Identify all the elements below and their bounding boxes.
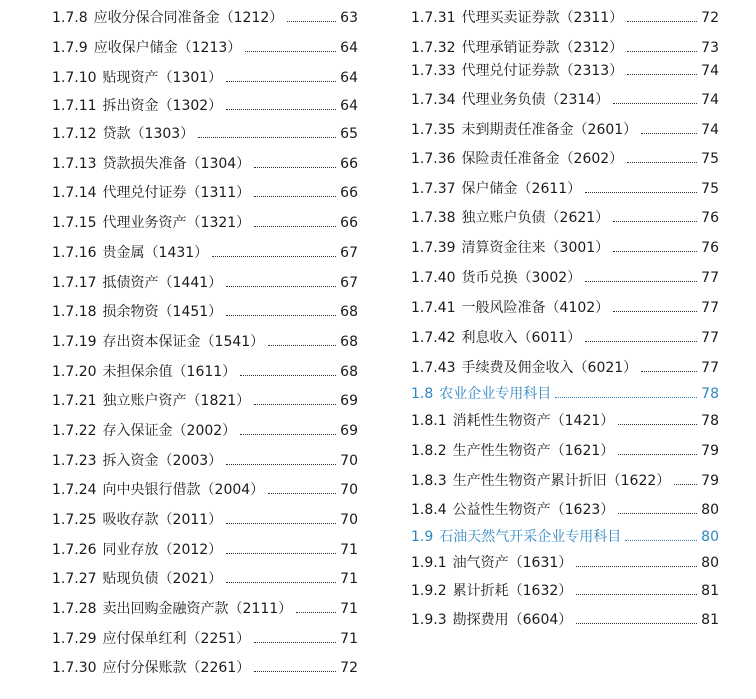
toc-entry-link[interactable] xyxy=(52,330,358,354)
toc-entry-page-number: 64 xyxy=(340,40,358,56)
toc-entry-link[interactable] xyxy=(411,551,719,575)
toc-entry-page-number: 74 xyxy=(701,92,719,108)
dot-leader xyxy=(226,522,336,524)
toc-entry-link[interactable] xyxy=(411,59,719,83)
dot-leader xyxy=(641,370,697,372)
dot-leader xyxy=(613,220,697,222)
toc-entry-title: 油气资产（1631） xyxy=(452,555,573,571)
toc-entry-page-number: 68 xyxy=(340,334,358,350)
toc-entry-title: 代理承销证券款（2312） xyxy=(461,40,624,56)
toc-entry-number: 1.7.18 xyxy=(52,304,97,320)
toc-entry-page-number: 71 xyxy=(340,601,358,617)
toc-entry-number: 1.7.27 xyxy=(52,571,97,587)
toc-section-link[interactable] xyxy=(411,382,719,406)
toc-entry-link[interactable] xyxy=(411,236,719,260)
toc-entry-title: 应收保户储金（1213） xyxy=(93,40,242,56)
toc-entry-title: 贷款损失准备（1304） xyxy=(102,156,251,172)
toc-entry-page-number: 64 xyxy=(340,98,358,114)
toc-entry-number: 1.9 xyxy=(411,529,434,545)
toc-entry-link[interactable] xyxy=(52,94,358,118)
toc-entry-link[interactable] xyxy=(411,147,719,171)
dot-leader xyxy=(674,483,697,485)
dot-leader xyxy=(254,195,336,197)
toc-entry-title: 一般风险准备（4102） xyxy=(461,300,610,316)
toc-entry-link[interactable] xyxy=(52,360,358,384)
toc-entry-number: 1.7.16 xyxy=(52,245,97,261)
toc-entry-page-number: 71 xyxy=(340,542,358,558)
toc-entry-title: 损余物资（1451） xyxy=(102,304,223,320)
dot-leader xyxy=(226,552,336,554)
toc-entry-title: 保险责任准备金（2602） xyxy=(461,151,624,167)
toc-entry-link[interactable] xyxy=(411,118,719,142)
dot-leader xyxy=(613,250,697,252)
toc-entry-title: 利息收入（6011） xyxy=(461,330,582,346)
dot-leader xyxy=(627,161,697,163)
toc-entry-page-number: 80 xyxy=(701,555,719,571)
toc-entry-link[interactable] xyxy=(52,627,358,651)
toc-entry-link[interactable] xyxy=(52,122,358,146)
dot-leader xyxy=(240,374,336,376)
toc-entry-page-number: 70 xyxy=(340,453,358,469)
toc-entry-page-number: 72 xyxy=(701,10,719,26)
toc-entry-page-number: 70 xyxy=(340,512,358,528)
dot-leader xyxy=(254,225,336,227)
toc-entry-title: 勘探费用（6604） xyxy=(452,612,573,628)
dot-leader xyxy=(641,132,697,134)
toc-entry-title: 未担保余值（1611） xyxy=(102,364,237,380)
toc-entry-number: 1.7.31 xyxy=(411,10,456,26)
toc-entry-number: 1.7.14 xyxy=(52,185,97,201)
toc-entry-page-number: 73 xyxy=(701,40,719,56)
toc-entry-number: 1.9.1 xyxy=(411,555,447,571)
toc-entry-link[interactable] xyxy=(52,419,358,443)
toc-entry-number: 1.7.13 xyxy=(52,156,97,172)
toc-entry-page-number: 71 xyxy=(340,631,358,647)
toc-entry-page-number: 81 xyxy=(701,612,719,628)
toc-entry-page-number: 79 xyxy=(701,473,719,489)
toc-entry-page-number: 68 xyxy=(340,304,358,320)
toc-entry-title: 石油天然气开采企业专用科目 xyxy=(439,529,622,545)
toc-entry-number: 1.7.26 xyxy=(52,542,97,558)
toc-entry-title: 生产性生物资产累计折旧（1622） xyxy=(452,473,671,489)
dot-leader xyxy=(226,314,336,316)
toc-entry-page-number: 74 xyxy=(701,63,719,79)
toc-entry-link[interactable] xyxy=(411,608,719,632)
toc-entry-number: 1.7.8 xyxy=(52,10,88,26)
toc-entry-title: 手续费及佣金收入（6021） xyxy=(461,360,638,376)
toc-entry-title: 卖出回购金融资产款（2111） xyxy=(102,601,293,617)
toc-entry-number: 1.8 xyxy=(411,386,434,402)
toc-entry-number: 1.7.43 xyxy=(411,360,456,376)
toc-entry-page-number: 70 xyxy=(340,482,358,498)
dot-leader xyxy=(585,191,697,193)
toc-entry-number: 1.7.40 xyxy=(411,270,456,286)
dot-leader xyxy=(613,310,697,312)
toc-entry-number: 1.7.20 xyxy=(52,364,97,380)
dot-leader xyxy=(613,102,697,104)
toc-entry-title: 独立账户资产（1821） xyxy=(102,393,251,409)
toc-entry-number: 1.7.35 xyxy=(411,122,456,138)
toc-entry-number: 1.8.4 xyxy=(411,502,447,518)
toc-entry-number: 1.7.37 xyxy=(411,181,456,197)
dot-leader xyxy=(254,166,336,168)
dot-leader xyxy=(226,285,336,287)
dot-leader xyxy=(585,340,697,342)
toc-entry-page-number: 66 xyxy=(340,185,358,201)
toc-entry-page-number: 78 xyxy=(701,386,719,402)
toc-entry-link[interactable] xyxy=(411,356,719,380)
toc-section-link[interactable] xyxy=(411,525,719,549)
toc-entry-title: 代理买卖证券款（2311） xyxy=(461,10,624,26)
toc-entry-page-number: 64 xyxy=(340,70,358,86)
toc-entry-link[interactable] xyxy=(52,449,358,473)
toc-entry-title: 抵债资产（1441） xyxy=(102,275,223,291)
toc-entry-title: 代理兑付证券款（2313） xyxy=(461,63,624,79)
dot-leader xyxy=(254,670,336,672)
toc-entry-link[interactable] xyxy=(52,152,358,176)
toc-entry-title: 同业存放（2012） xyxy=(102,542,223,558)
toc-entry-number: 1.7.30 xyxy=(52,660,97,676)
toc-entry-page-number: 67 xyxy=(340,275,358,291)
toc-entry-number: 1.7.42 xyxy=(411,330,456,346)
toc-entry-number: 1.7.33 xyxy=(411,63,456,79)
toc-entry-page-number: 67 xyxy=(340,245,358,261)
toc-entry-link[interactable] xyxy=(52,389,358,413)
toc-entry-title: 农业企业专用科目 xyxy=(439,386,552,402)
dot-leader xyxy=(226,80,336,82)
dot-leader xyxy=(212,255,336,257)
toc-entry-link[interactable] xyxy=(52,538,358,562)
toc-entry-page-number: 65 xyxy=(340,126,358,142)
toc-entry-page-number: 77 xyxy=(701,300,719,316)
dot-leader xyxy=(576,622,697,624)
toc-entry-link[interactable] xyxy=(52,241,358,265)
toc-entry-number: 1.7.21 xyxy=(52,393,97,409)
toc-entry-page-number: 69 xyxy=(340,393,358,409)
toc-entry-number: 1.7.22 xyxy=(52,423,97,439)
toc-entry-title: 拆入资金（2003） xyxy=(102,453,223,469)
dot-leader xyxy=(576,565,697,567)
toc-entry-title: 应付保单红利（2251） xyxy=(102,631,251,647)
toc-entry-number: 1.7.23 xyxy=(52,453,97,469)
dot-leader xyxy=(625,539,697,541)
toc-entry-number: 1.7.9 xyxy=(52,40,88,56)
toc-entry-page-number: 80 xyxy=(701,529,719,545)
toc-entry-page-number: 78 xyxy=(701,413,719,429)
toc-entry-link[interactable] xyxy=(52,597,358,621)
toc-entry-number: 1.7.19 xyxy=(52,334,97,350)
dot-leader xyxy=(627,73,697,75)
toc-entry-title: 独立账户负债（2621） xyxy=(461,210,610,226)
dot-leader xyxy=(226,581,336,583)
toc-entry-page-number: 71 xyxy=(340,571,358,587)
toc-entry-title: 货币兑换（3002） xyxy=(461,270,582,286)
toc-entry-link[interactable] xyxy=(52,66,358,90)
toc-entry-link[interactable] xyxy=(411,409,719,433)
toc-entry-page-number: 76 xyxy=(701,210,719,226)
toc-entry-number: 1.9.2 xyxy=(411,583,447,599)
toc-entry-page-number: 79 xyxy=(701,443,719,459)
toc-entry-page-number: 66 xyxy=(340,215,358,231)
toc-entry-page-number: 74 xyxy=(701,122,719,138)
toc-entry-page-number: 77 xyxy=(701,330,719,346)
toc-entry-number: 1.8.2 xyxy=(411,443,447,459)
toc-entry-link[interactable] xyxy=(52,6,358,30)
dot-leader xyxy=(627,50,697,52)
toc-entry-number: 1.7.11 xyxy=(52,98,97,114)
toc-entry-title: 存出资本保证金（1541） xyxy=(102,334,265,350)
dot-leader xyxy=(254,403,336,405)
toc-entry-link[interactable] xyxy=(52,300,358,324)
dot-leader xyxy=(555,396,697,398)
toc-entry-number: 1.7.10 xyxy=(52,70,97,86)
toc-entry-title: 生产性生物资产（1621） xyxy=(452,443,615,459)
toc-entry-title: 向中央银行借款（2004） xyxy=(102,482,265,498)
toc-entry-link[interactable] xyxy=(411,206,719,230)
toc-entry-title: 保户储金（2611） xyxy=(461,181,582,197)
toc-entry-number: 1.9.3 xyxy=(411,612,447,628)
dot-leader xyxy=(240,433,336,435)
toc-entry-number: 1.7.24 xyxy=(52,482,97,498)
toc-entry-title: 贴现资产（1301） xyxy=(102,70,223,86)
toc-entry-number: 1.7.28 xyxy=(52,601,97,617)
toc-entry-link[interactable] xyxy=(411,296,719,320)
toc-entry-link[interactable] xyxy=(52,478,358,502)
toc-entry-page-number: 80 xyxy=(701,502,719,518)
toc-entry-number: 1.7.41 xyxy=(411,300,456,316)
toc-entry-page-number: 63 xyxy=(340,10,358,26)
dot-leader xyxy=(287,20,336,22)
toc-entry-page-number: 81 xyxy=(701,583,719,599)
toc-entry-title: 公益性生物资产（1623） xyxy=(452,502,615,518)
toc-entry-link[interactable] xyxy=(411,326,719,350)
toc-entry-number: 1.7.34 xyxy=(411,92,456,108)
toc-entry-title: 存入保证金（2002） xyxy=(102,423,237,439)
dot-leader xyxy=(576,593,697,595)
toc-entry-link[interactable] xyxy=(52,181,358,205)
toc-entry-title: 拆出资金（1302） xyxy=(102,98,223,114)
toc-entry-number: 1.7.29 xyxy=(52,631,97,647)
toc-entry-link[interactable] xyxy=(52,567,358,591)
toc-entry-number: 1.7.38 xyxy=(411,210,456,226)
toc-entry-link[interactable] xyxy=(411,177,719,201)
toc-entry-link[interactable] xyxy=(52,211,358,235)
toc-entry-number: 1.7.15 xyxy=(52,215,97,231)
toc-entry-link[interactable] xyxy=(411,266,719,290)
toc-entry-link[interactable] xyxy=(52,656,358,680)
toc-entry-link[interactable] xyxy=(411,469,719,493)
toc-entry-title: 应收分保合同准备金（1212） xyxy=(93,10,284,26)
toc-entry-page-number: 72 xyxy=(340,660,358,676)
toc-entry-number: 1.7.12 xyxy=(52,126,97,142)
toc-entry-page-number: 75 xyxy=(701,151,719,167)
dot-leader xyxy=(585,280,697,282)
toc-entry-link[interactable] xyxy=(52,508,358,532)
toc-entry-title: 贷款（1303） xyxy=(102,126,195,142)
dot-leader xyxy=(618,423,697,425)
dot-leader xyxy=(618,453,697,455)
toc-entry-title: 贵金属（1431） xyxy=(102,245,209,261)
toc-entry-title: 消耗性生物资产（1421） xyxy=(452,413,615,429)
dot-leader xyxy=(226,463,336,465)
dot-leader xyxy=(296,611,336,613)
dot-leader xyxy=(198,136,336,138)
toc-entry-link[interactable] xyxy=(411,439,719,463)
dot-leader xyxy=(618,512,697,514)
toc-entry-number: 1.7.17 xyxy=(52,275,97,291)
toc-entry-link[interactable] xyxy=(52,271,358,295)
dot-leader xyxy=(268,344,336,346)
toc-entry-title: 代理业务资产（1321） xyxy=(102,215,251,231)
dot-leader xyxy=(226,108,336,110)
dot-leader xyxy=(245,50,336,52)
toc-entry-link[interactable] xyxy=(411,36,719,60)
toc-entry-title: 代理业务负债（2314） xyxy=(461,92,610,108)
toc-entry-title: 未到期责任准备金（2601） xyxy=(461,122,638,138)
toc-entry-number: 1.7.39 xyxy=(411,240,456,256)
toc-entry-title: 代理兑付证券（1311） xyxy=(102,185,251,201)
toc-entry-link[interactable] xyxy=(411,579,719,603)
toc-entry-page-number: 77 xyxy=(701,360,719,376)
toc-entry-page-number: 68 xyxy=(340,364,358,380)
dot-leader xyxy=(627,20,697,22)
toc-entry-title: 吸收存款（2011） xyxy=(102,512,223,528)
dot-leader xyxy=(254,641,336,643)
toc-entry-title: 清算资金往来（3001） xyxy=(461,240,610,256)
toc-entry-link[interactable] xyxy=(411,88,719,112)
toc-entry-number: 1.7.36 xyxy=(411,151,456,167)
toc-entry-number: 1.7.25 xyxy=(52,512,97,528)
toc-entry-link[interactable] xyxy=(411,6,719,30)
toc-entry-link[interactable] xyxy=(52,36,358,60)
toc-entry-page-number: 76 xyxy=(701,240,719,256)
toc-entry-title: 贴现负债（2021） xyxy=(102,571,223,587)
toc-entry-number: 1.8.1 xyxy=(411,413,447,429)
toc-entry-title: 累计折耗（1632） xyxy=(452,583,573,599)
toc-entry-page-number: 77 xyxy=(701,270,719,286)
toc-entry-page-number: 66 xyxy=(340,156,358,172)
dot-leader xyxy=(268,492,336,494)
toc-entry-page-number: 75 xyxy=(701,181,719,197)
toc-entry-link[interactable] xyxy=(411,498,719,522)
toc-entry-page-number: 69 xyxy=(340,423,358,439)
toc-entry-title: 应付分保账款（2261） xyxy=(102,660,251,676)
toc-entry-number: 1.7.32 xyxy=(411,40,456,56)
toc-entry-number: 1.8.3 xyxy=(411,473,447,489)
